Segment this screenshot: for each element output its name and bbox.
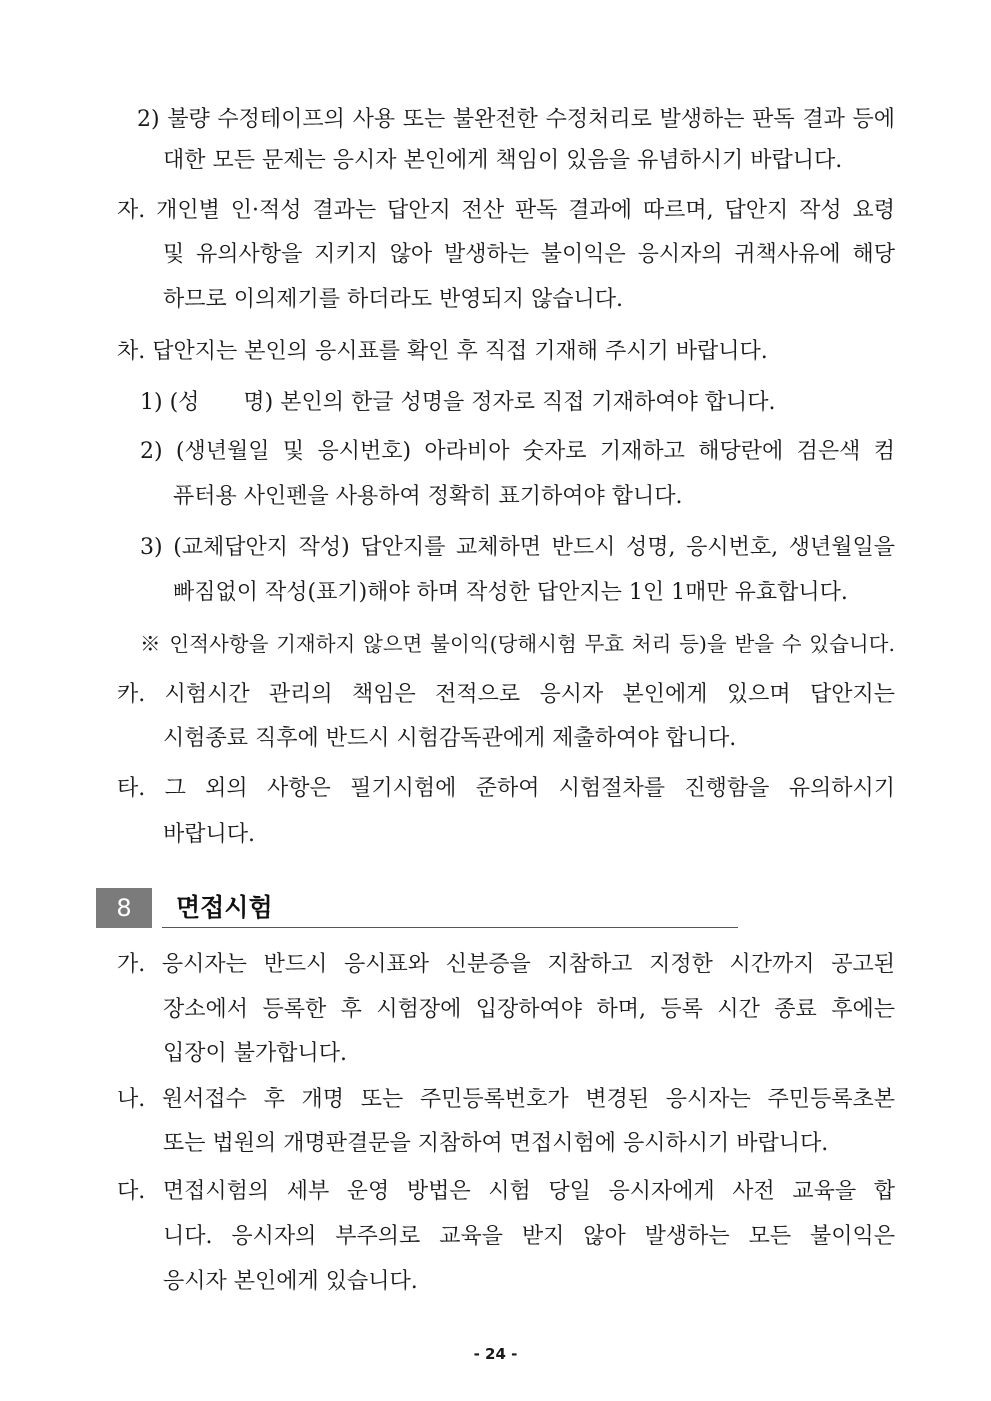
text-line: 또는 법원의 개명판결문을 지참하여 면접시험에 응시하시기 바랍니다. — [163, 1131, 829, 1156]
text-line: 자. 개인별 인·적성 결과는 답안지 전산 판독 결과에 따르며, 답안지 작성 요령 — [117, 198, 895, 223]
text-line: 카. 시험시간 관리의 책임은 전적으로 응시자 본인에게 있으며 답안지는 — [117, 682, 895, 707]
section-number-badge: 8 — [96, 888, 152, 928]
page-number: - 24 - — [473, 1345, 518, 1363]
text-line: 하므로 이의제기를 하더라도 반영되지 않습니다. — [163, 287, 624, 312]
text-line: 2) 불량 수정테이프의 사용 또는 불완전한 수정처리로 발생하는 판독 결과 등에 — [137, 107, 895, 132]
text-line: 대한 모든 문제는 응시자 본인에게 책임이 있음을 유념하시기 바랍니다. — [163, 148, 843, 173]
text-line: 다. 면접시험의 세부 운영 방법은 시험 당일 응시자에게 사전 교육을 합 — [117, 1179, 895, 1204]
note-line: ※ 인적사항을 기재하지 않으면 불이익(당해시험 무효 처리 등)을 받을 수 있습니다. — [140, 632, 895, 656]
text-line: 타. 그 외의 사항은 필기시험에 준하여 시험절차를 진행함을 유의하시기 — [117, 776, 895, 801]
text-line: 입장이 불가합니다. — [163, 1041, 348, 1066]
text-line: 가. 응시자는 반드시 응시표와 신분증을 지참하고 지정한 시간까지 공고된 — [117, 952, 895, 977]
text-line: 나. 원서접수 후 개명 또는 주민등록번호가 변경된 응시자는 주민등록초본 — [117, 1087, 895, 1112]
text-line: 빠짐없이 작성(표기)해야 하며 작성한 답안지는 1인 1매만 유효합니다. — [173, 580, 848, 605]
text-line: 2) (생년월일 및 응시번호) 아라비아 숫자로 기재하고 해당란에 검은색 컴 — [140, 439, 895, 464]
text-line: 장소에서 등록한 후 시험장에 입장하여야 하며, 등록 시간 종료 후에는 — [163, 997, 895, 1022]
text-line: 1) (성 명) 본인의 한글 성명을 정자로 직접 기재하여야 합니다. — [140, 390, 776, 415]
section-underline — [162, 927, 738, 928]
text-line: 3) (교체답안지 작성) 답안지를 교체하면 반드시 성명, 응시번호, 생년월일을 — [140, 535, 895, 560]
text-line: 니다. 응시자의 부주의로 교육을 받지 않아 발생하는 모든 불이익은 — [163, 1224, 895, 1249]
section-title: 면접시험 — [176, 893, 273, 922]
text-line: 퓨터용 사인펜을 사용하여 정확히 표기하여야 합니다. — [173, 484, 683, 509]
text-line: 및 유의사항을 지키지 않아 발생하는 불이익은 응시자의 귀책사유에 해당 — [163, 242, 895, 267]
text-line: 시험종료 직후에 반드시 시험감독관에게 제출하여야 합니다. — [163, 726, 737, 751]
text-line: 차. 답안지는 본인의 응시표를 확인 후 직접 기재해 주시기 바랍니다. — [117, 339, 768, 364]
text-line: 응시자 본인에게 있습니다. — [163, 1269, 418, 1294]
text-line: 바랍니다. — [163, 822, 256, 847]
